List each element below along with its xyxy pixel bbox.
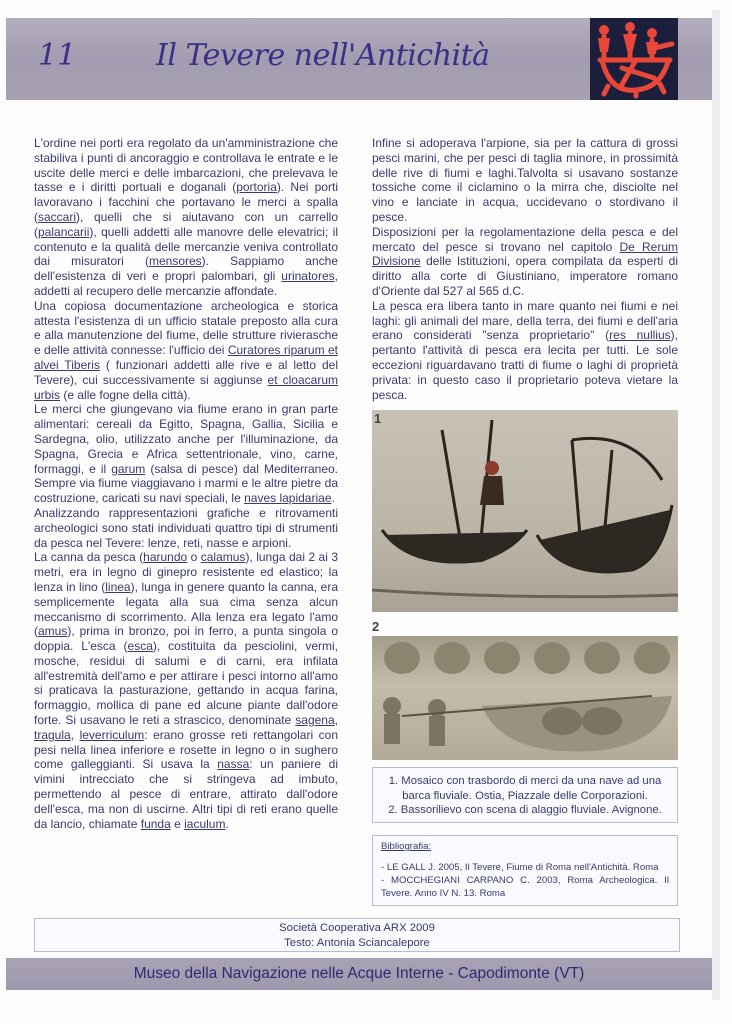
latin-term: garum <box>111 461 146 476</box>
bas-relief-towing-image <box>372 636 678 760</box>
right-text-column <box>372 136 678 402</box>
footer-band <box>6 958 712 990</box>
header-band <box>6 18 712 100</box>
paragraph <box>34 506 338 550</box>
text-segment: ), quelli che si aiutavano con un carrello ( <box>34 209 338 239</box>
latin-term: palancarii <box>38 224 90 239</box>
paragraph <box>34 299 338 403</box>
text-segment: La pesca era libera tanto in mare quanto nei fiumi e nei laghi: gli animali del mare, della terra, dei fiumi e dell'aria erano considerati "senza proprietario" ( <box>372 298 678 343</box>
latin-term: saccari <box>38 209 77 224</box>
footer-museum-name: Museo della Navigazione nelle Acque Interne - Capodimonte (VT) <box>133 965 585 982</box>
text-segment: L'ordine nei porti era regolato da un'amministrazione che stabiliva i punti di ancoraggio e controllava le entrate e le uscite delle merci e delle imbarcazioni, che prelevava le tasse e i diritti portuali e doganali ( <box>34 136 338 195</box>
text-segment: , addetti al recupero delle mercanzie affondate. <box>34 269 338 298</box>
latin-term: funda <box>140 816 171 831</box>
text-segment: (e alle fogne della città). <box>60 387 191 402</box>
bibliography-heading: Bibliografia: <box>381 841 432 852</box>
latin-term: sagena <box>295 713 335 728</box>
text-segment: o <box>187 550 201 565</box>
text-segment: ), pertanto l'attività di pesca era lecita per tutti. Le sole eccezioni riguardavano tratti di fiume o laghi di proprietà privata: in questo caso il proprietario poteva vietare la pesca. <box>372 328 678 402</box>
text-segment: , <box>334 713 338 728</box>
paragraph <box>34 136 338 299</box>
text-segment: Disposizioni per la regolamentazione della pesca e del mercato del pesce si trovano nel capitolo <box>372 224 678 254</box>
text-segment: ), costituita da pesciolini, vermi, mosche, residui di salumi e di carni, era infilata all'estremità dell'amo e per attirare i pesci intorno all'amo si praticava la pasturazione, gettando in acqua farina, formaggio, mollica di pane ed alcune piante dall'odore forte. Si usavano le reti a strascico, denominate <box>34 639 338 728</box>
latin-term: iaculum <box>184 816 226 831</box>
credits-box <box>34 918 680 952</box>
bibliography-entry: - MOCCHEGIANI CARPANO C. 2003, Roma Archeologica. Il Tevere. Anno IV N. 13. Roma <box>381 875 669 899</box>
bibliography-box <box>372 835 678 906</box>
latin-term: urinatores <box>281 269 335 284</box>
text-segment: Una copiosa documentazione archeologica e storica attesta l'esistenza di un ufficio statale preposto alla cura e alla manutenzione del fiume, delle strutture rivierasche e delle attività connesse: l'ufficio dei <box>34 298 338 358</box>
paragraph <box>372 136 678 225</box>
page-number: 11 <box>38 38 77 73</box>
latin-term: tragula <box>34 727 71 742</box>
latin-term: amus <box>38 624 68 639</box>
text-segment: Infine si adoperava l'arpione, sia per la cattura di grossi pesci marini, che per pesci di taglia minore, in prossimità delle rive di fiumi e laghi.Talvolta si usavano sostanze tossiche come il ciclamino o la mirra che, disciolte nel vino e lanciate in acqua, uccidevano o stordivano il pesce. <box>372 136 678 224</box>
text-segment: , <box>70 727 80 742</box>
text-segment: La canna da pesca ( <box>34 550 144 565</box>
boat-figures-logo-icon <box>590 18 678 100</box>
image-captions <box>372 767 678 823</box>
caption-2: 2. Bassorilievo con scena di alaggio fluviale. Avignone. <box>388 804 662 816</box>
text-segment: ), lunga in genere quanto la canna, era semplicemente legata alla sua cima senza alcun meccanismo di scorrimento. Alla lenza era legato l'amo ( <box>34 579 338 639</box>
latin-term: portoria <box>236 180 277 195</box>
latin-term: nassa <box>217 757 250 772</box>
latin-term: mensores <box>148 254 202 269</box>
latin-term: linea <box>105 579 131 594</box>
text-segment: ). Sappiamo anche dell'esistenza di veri e propri palombari, gli <box>34 254 338 284</box>
text-segment: . <box>331 491 335 506</box>
credit-author: Testo: Antonia Sciancalepore <box>284 936 430 949</box>
latin-term: res nullius <box>609 328 671 343</box>
text-segment: ). Nei porti lavoravano i facchini che portavano le merci a spalla ( <box>34 180 338 224</box>
mosaic-ships-image <box>372 410 678 612</box>
page-title: Il Tevere nell'Antichità <box>156 38 490 73</box>
text-segment: ), prima in bronzo, poi in ferro, a punta singola o doppia. L'esca ( <box>34 624 338 654</box>
latin-term: esca <box>127 639 153 654</box>
bibliography-entry: - LE GALL J. 2005, Il Tevere, Fiume di Roma nell'Antichità. Roma <box>381 862 659 873</box>
paragraph <box>372 225 678 299</box>
latin-term: De Rerum Divisione <box>372 239 678 269</box>
paragraph <box>34 402 338 506</box>
latin-term: harundo <box>143 550 188 565</box>
paragraph <box>372 299 678 403</box>
text-segment: ( funzionari addetti alle rive e al letto del Tevere), cui successivamente si aggiunse <box>34 357 338 387</box>
caption-1: 1. Mosaico con trasbordo di merci da una nave ad una barca fluviale. Ostia, Piazzale delle Corporazioni. <box>388 775 662 802</box>
text-segment: Analizzando rappresentazioni grafiche e ritrovamenti archeologici sono stati individuati quattro tipi di strumenti da pesca nel Tevere: lenze, reti, nasse e arpioni. <box>34 505 338 550</box>
text-segment: : erano grosse reti rettangolari con pesi nella linea inferiore e rosette in legno o in sughero come galleggianti. Si usava la <box>34 727 339 772</box>
latin-term: et cloacarum urbis <box>34 372 338 402</box>
text-segment: delle Istituzioni, opera compilata da esperti di diritto alla corte di Giustiniano, imperatore romano d'Oriente dal 527 al 565 d.C. <box>372 254 678 298</box>
latin-term: Curatores riparum et alvei Tiberis <box>34 343 338 372</box>
text-segment: (salsa di pesce) dal Mediterraneo. Sempre via fiume viaggiavano i marmi e le altre pietre da costruzione, caricati su navi speciali, le <box>34 461 339 506</box>
credit-cooperative: Società Cooperativa ARX 2009 <box>279 922 435 934</box>
image-1-label: 1 <box>374 411 382 426</box>
page-edge <box>712 10 720 1000</box>
text-segment: Le merci che giungevano via fiume erano in gran parte alimentari: cereali da Egitto, Spagna, Gallia, Sicilia e Sardegna, olio, utilizzato anche per l'illuminazione, da Spagna, Grecia e Africa settentrionale, vino, carne, formaggi, e il <box>34 402 338 476</box>
text-segment: ), lunga dai 2 ai 3 metri, era in legno di ginepro resistente ed elastico; la lenza in lino ( <box>34 550 339 594</box>
image-2-label: 2 <box>372 619 380 634</box>
latin-term: calamus <box>200 550 246 565</box>
text-segment: . <box>225 816 229 831</box>
latin-term: leverriculum <box>79 727 145 742</box>
text-segment: ), quelli addetti alle manovre delle elevatrici; il contenuto e la qualità delle mercanzie veniva controllato dai misuratori ( <box>34 224 338 269</box>
latin-term: naves lapidariae <box>244 491 332 506</box>
text-segment: : un paniere di vimini intrecciato che si stringeva ad imbuto, permettendo al pesce di entrare, attirato dall'odore dell'esca, ma non di uscirne. Altri tipi di reti erano quelle da lancio, chiamate <box>34 757 338 831</box>
left-text-column <box>34 136 338 831</box>
paragraph <box>34 550 338 831</box>
museum-logo <box>590 18 678 100</box>
text-segment: e <box>170 816 185 831</box>
